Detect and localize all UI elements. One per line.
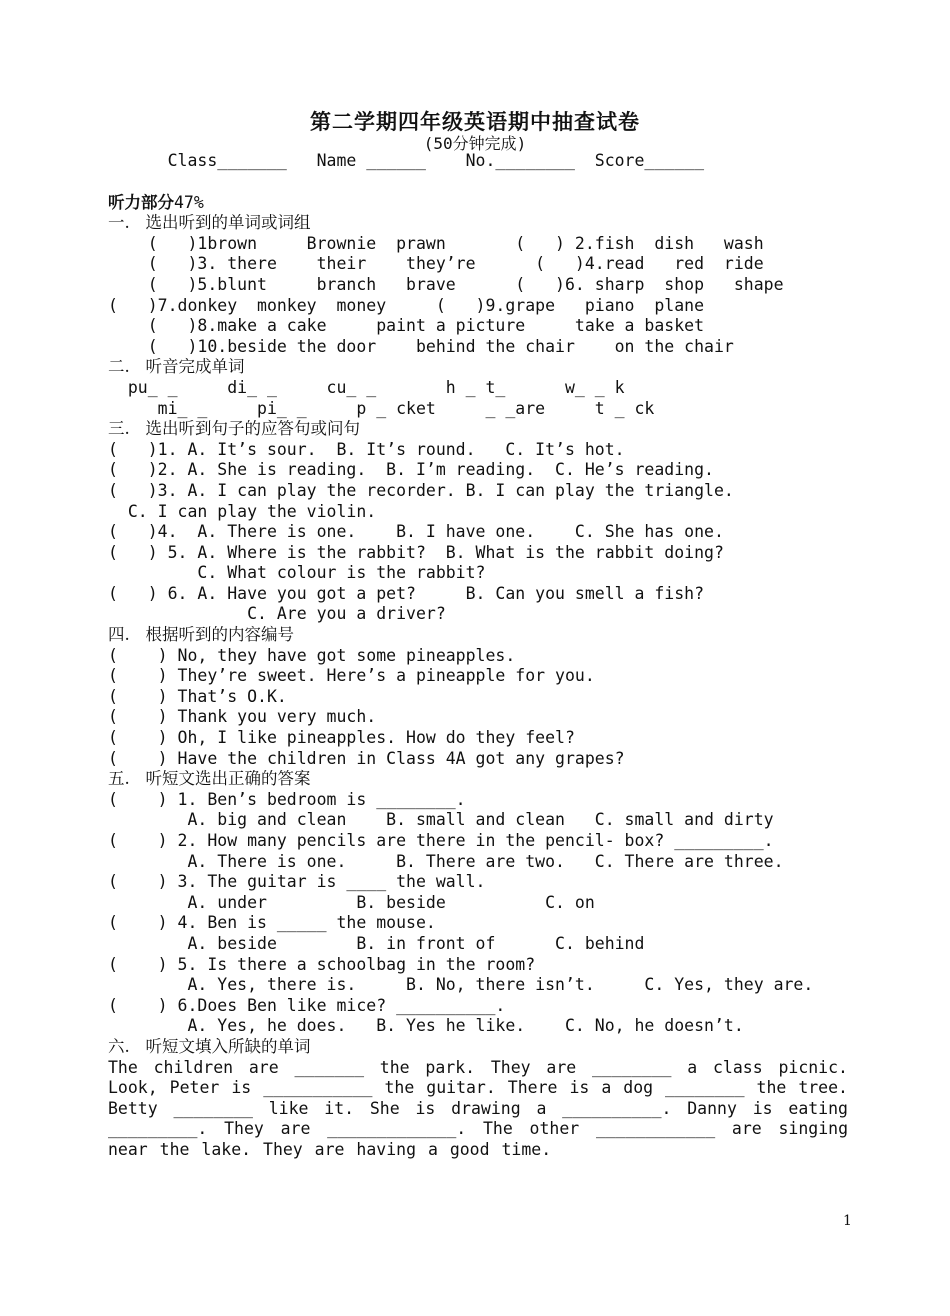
question-line: ( )1brown Brownie prawn ( ) 2.fish dish wash <box>108 233 764 253</box>
question-line: A. Yes, there is. B. No, there isn’t. C. Yes, they are. <box>108 975 814 995</box>
page-number: 1 <box>843 1213 852 1229</box>
section-6-heading: 六. 听短文填入所缺的单词 <box>108 1036 311 1056</box>
question-line: ( ) Thank you very much. <box>108 707 377 727</box>
question-line: A. beside B. in front of C. behind <box>108 933 645 953</box>
question-line: ( ) That’s O.K. <box>108 686 287 706</box>
question-line: pu_ _ di_ _ cu_ _ h _ t_ w_ _ k <box>108 377 625 397</box>
question-line: A. There is one. B. There are two. C. There are three. <box>108 851 784 871</box>
question-line: ( )3. there their they’re ( )4.read red ride <box>108 254 764 274</box>
exam-content <box>108 151 848 1161</box>
page-title: 第二学期四年级英语期中抽查试卷 <box>310 109 640 134</box>
question-line: ( ) Have the children in Class 4A got any grapes? <box>108 748 625 768</box>
cloze-paragraph: The children are _______ the park. They are ________ a class picnic. Look, Peter is ___________ the guitar. There is a dog ________ the tree. Betty ________ like it. She is drawing a __________. Danny is eating _________. They are _____________. The other ____________ are singing near the lake. They are having a good time. <box>108 1057 848 1159</box>
question-line: ( )5.blunt branch brave ( )6. sharp shop shape <box>108 274 784 294</box>
section-5-heading: 五. 听短文选出正确的答案 <box>108 769 311 789</box>
question-line: ( ) They’re sweet. Here’s a pineapple for you. <box>108 666 595 686</box>
listening-part-percent: 47% <box>174 192 204 212</box>
question-line: A. big and clean B. small and clean C. small and dirty <box>108 810 774 830</box>
question-line: C. Are you a driver? <box>108 604 446 624</box>
question-line: A. Yes, he does. B. Yes he like. C. No, he doesn’t. <box>108 1016 744 1036</box>
section-2-heading: 二. 听音完成单词 <box>108 357 245 377</box>
question-line: ( ) 2. How many pencils are there in the pencil- box? _________. <box>108 831 774 850</box>
question-line: ( )4. A. There is one. B. I have one. C. She has one. <box>108 522 724 542</box>
question-line: ( )2. A. She is reading. B. I’m reading. C. He’s reading. <box>108 460 714 480</box>
question-line: ( ) 6.Does Ben like mice? __________. <box>108 995 506 1015</box>
question-line: C. I can play the violin. <box>108 501 377 521</box>
question-line: ( )3. A. I can play the recorder. B. I can play the triangle. <box>108 480 734 500</box>
question-line: ( ) 6. A. Have you got a pet? B. Can you smell a fish? <box>108 583 705 603</box>
question-line: ( )1. A. It’s sour. B. It’s round. C. It’s hot. <box>108 439 625 459</box>
section-4-heading: 四. 根据听到的内容编号 <box>108 625 294 645</box>
spacer <box>108 172 848 193</box>
listening-part-heading <box>108 193 848 214</box>
question-line: A. under B. beside C. on <box>108 892 595 912</box>
question-line: ( )7.donkey monkey money ( )9.grape piano plane <box>108 295 705 315</box>
question-line: ( ) 3. The guitar is ____ the wall. <box>108 872 486 892</box>
section-1-heading: 一. 选出听到的单词或词组 <box>108 213 311 233</box>
question-line: ( ) 4. Ben is _____ the mouse. <box>108 913 436 933</box>
question-line: ( ) Oh, I like pineapples. How do they feel? <box>108 728 575 748</box>
question-line: ( )8.make a cake paint a picture take a basket <box>108 316 705 336</box>
question-line: ( ) 5. Is there a schoolbag in the room? <box>108 954 536 974</box>
question-line: C. What colour is the rabbit? <box>108 563 486 583</box>
listening-part-title: 听力部分 <box>108 192 174 212</box>
question-line: ( )10.beside the door behind the chair on the chair <box>108 336 734 356</box>
question-line: ( ) 5. A. Where is the rabbit? B. What is the rabbit doing? <box>108 542 724 562</box>
page-subtitle: (50分钟完成) <box>423 134 527 153</box>
question-line: ( ) No, they have got some pineapples. <box>108 645 516 665</box>
question-line: ( ) 1. Ben’s bedroom is ________. <box>108 789 466 809</box>
student-info-fields: Class_______ Name ______ No.________ Score______ <box>108 151 705 170</box>
section-3-heading: 三. 选出听到句子的应答句或问句 <box>108 419 360 439</box>
question-line: mi_ _ pi_ _ p _ cket _ _are t _ ck <box>108 398 655 418</box>
